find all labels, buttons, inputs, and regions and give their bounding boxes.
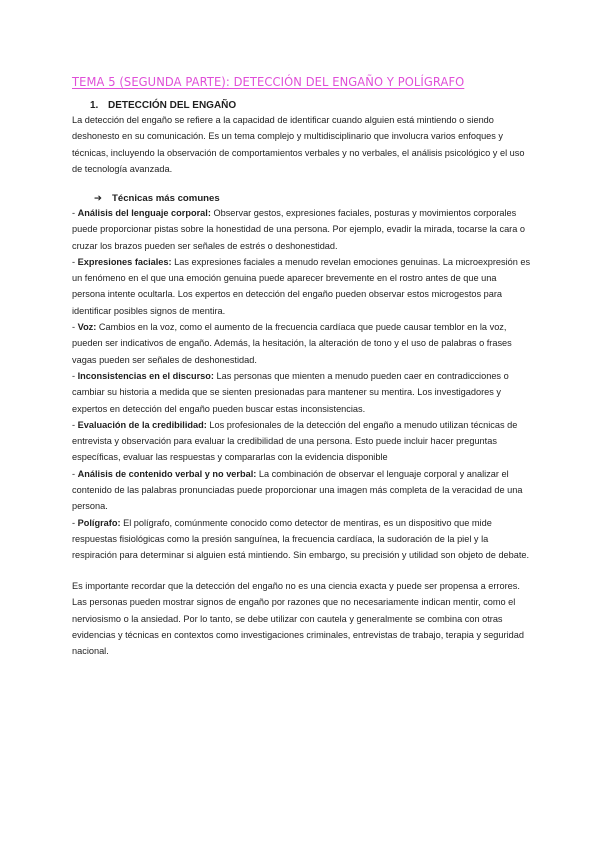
technique-text: Observar gestos, expresiones faciales, posturas y movimientos corporales puede proporcionar pistas sobre la honestidad de una persona. Por ejemplo, evadir la mirada, tocarse la cara o cruzar los brazos pueden ser señales de estrés o deshonestidad. — [72, 208, 526, 251]
conclusion-paragraph: Es importante recordar que la detección del engaño no es una ciencia exacta y puede ser propensa a errores. Las personas pueden mostrar signos de engaño por razones que no necesariamente indican mentir, como el nerviosismo o la ansiedad. Por lo tanto, se debe utilizar con cautela y generalmente se combina con otras evidencias y técnicas en contextos como investigaciones criminales, entrevistas de trabajo, terapia y seguridad nacional. — [72, 581, 524, 657]
section-title: DETECCIÓN DEL ENGAÑO — [108, 100, 237, 111]
document-title: TEMA 5 (SEGUNDA PARTE): DETECCIÓN DEL ENGAÑO Y POLÍGRAFO — [72, 74, 465, 89]
list-item: - Análisis del lenguaje corporal: Observar gestos, expresiones faciales, posturas y movimientos corporales puede proporcionar pistas sobre la honestidad de una persona. Por ejemplo, evadir la mirada, tocarse la cara o cruzar los brazos pueden ser señales de estrés o deshonestidad. — [72, 208, 526, 251]
technique-text: Los profesionales de la detección del engaño a menudo utilizan técnicas de entrevista y observación para evaluar la credibilidad de una persona. Esto puede incluir hacer preguntas específicas, evaluar las respuestas y compararlas con la evidencia disponible — [72, 419, 518, 463]
list-item: - Evaluación de la credibilidad: Los profesionales de la detección del engaño a menudo utilizan técnicas de entrevista y observación para evaluar la credibilidad de una persona. Esto puede incluir hacer preguntas específicas, evaluar las respuestas y compararlas con la evidencia disponible — [72, 419, 518, 463]
technique-text: Las expresiones faciales a menudo revelan emociones genuinas. La microexpresión es un fenómeno en el que una emoción genuina puede aparecer brevemente en el rostro antes de que una persona intente ocultarla. Los expertos en detección del engaño pueden observar estos microgestos para identificar posibles signos de mentira. — [72, 256, 531, 316]
list-item: - Inconsistencias en el discurso: Las personas que mienten a menudo pueden caer en contradicciones o cambiar su historia a medida que se sienten presionadas para mantener su mentira. Los investigadores y expertos en detección del engaño pueden buscar estas inconsistencias. — [72, 370, 509, 414]
section-heading — [90, 100, 236, 111]
technique-label: Inconsistencias en el discurso — [77, 370, 211, 381]
technique-text: La combinación de observar el lenguaje corporal y analizar el contenido de las palabras pronunciadas puede proporcionar una imagen más completa de la veracidad de una persona. — [72, 468, 523, 512]
technique-label: Voz — [77, 322, 94, 333]
technique-label: Análisis de contenido verbal y no verbal — [77, 468, 254, 479]
technique-text: El polígrafo, comúnmente conocido como detector de mentiras, es un dispositivo que mide respuestas fisiológicas como la presión sanguínea, la frecuencia cardíaca, la sudoración de la piel y la respiración para determinar si alguien está mintiendo. Sin embargo, su precisión y utilidad son objeto de debate. — [72, 517, 530, 561]
list-item: - Polígrafo: El polígrafo, comúnmente conocido como detector de mentiras, es un dispositivo que mide respuestas fisiológicas como la presión sanguínea, la frecuencia cardíaca, la sudoración de la piel y la respiración para determinar si alguien está mintiendo. Sin embargo, su precisión y utilidad son objeto de debate. — [72, 517, 530, 561]
technique-label: Polígrafo — [77, 517, 118, 528]
subsection-title: Técnicas más comunes — [112, 193, 220, 204]
intro-paragraph: La detección del engaño se refiere a la capacidad de identificar cuando alguien está mintiendo o siendo deshonesto en su comunicación. Es un tema complejo y multidisciplinario que involucra varios enfoques y técnicas, incluyendo la observación de comportamientos verbales y no verbales, el análisis psicológico y el uso de tecnología avanzada. — [72, 115, 525, 174]
section-number: 1. — [90, 100, 99, 111]
subsection-heading — [94, 193, 220, 204]
technique-text: Cambios en la voz, como el aumento de la frecuencia cardíaca que puede causar temblor en la voz, pueden ser indicativos de engaño. Además, la hesitación, la alteración de tono y el uso de palabras o frases vagas pueden ser señales de deshonestidad. — [72, 322, 512, 365]
technique-text: Las personas que mienten a menudo pueden caer en contradicciones o cambiar su historia a medida que se sienten presionadas para mantener su mentira. Los investigadores y expertos en detección del engaño pueden buscar estas inconsistencias. — [72, 370, 509, 414]
list-item: - Análisis de contenido verbal y no verbal: La combinación de observar el lenguaje corporal y analizar el contenido de las palabras pronunciadas puede proporcionar una imagen más completa de la veracidad de una persona. — [72, 468, 523, 512]
techniques-list — [72, 205, 532, 564]
arrow-right-icon: ➔ — [94, 193, 103, 204]
list-item: - Expresiones faciales: Las expresiones faciales a menudo revelan emociones genuinas. La microexpresión es un fenómeno en el que una emoción genuina puede aparecer brevemente en el rostro antes de que una persona intente ocultarla. Los expertos en detección del engaño pueden observar estos microgestos para identificar posibles signos de mentira. — [72, 256, 531, 316]
technique-label: Evaluación de la credibilidad — [77, 419, 204, 430]
technique-label: Expresiones faciales — [77, 256, 169, 267]
list-item: - Voz: Cambios en la voz, como el aumento de la frecuencia cardíaca que puede causar temblor en la voz, pueden ser indicativos de engaño. Además, la hesitación, la alteración de tono y el uso de palabras o frases vagas pueden ser señales de deshonestidad. — [72, 322, 512, 365]
technique-label: Análisis del lenguaje corporal — [77, 208, 208, 218]
